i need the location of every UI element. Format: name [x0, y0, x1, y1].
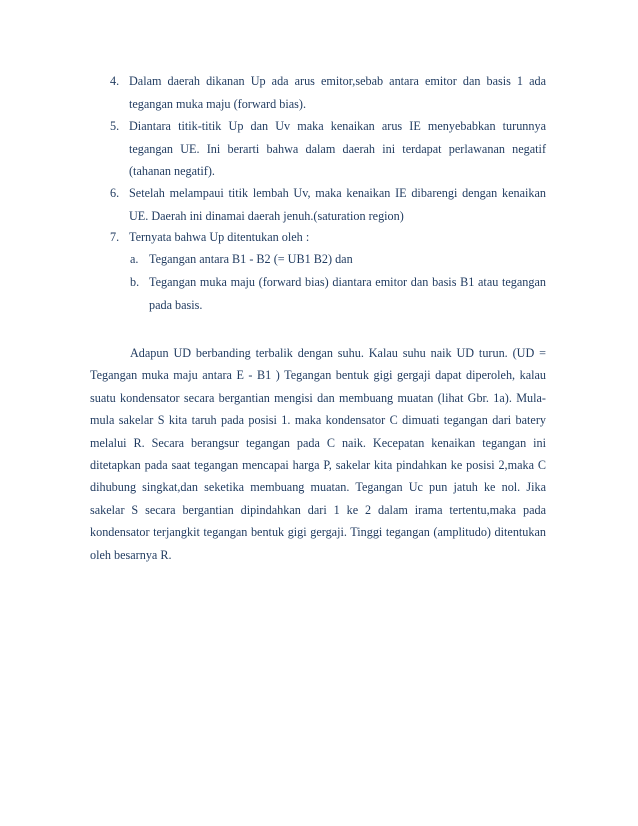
list-text: Dalam daerah dikanan Up ada arus emitor,sebab antara emitor dan basis 1 ada tegangan muka maju (forward bias). — [129, 74, 546, 111]
list-item-5 — [110, 115, 546, 183]
sub-item-b — [130, 271, 546, 316]
list-text: Setelah melampaui titik lembah Uv, maka kenaikan IE dibarengi dengan kenaikan UE. Daerah ini dinamai daerah jenuh.(saturation region) — [129, 186, 546, 223]
list-item-4 — [110, 70, 546, 115]
body-paragraph: Adapun UD berbanding terbalik dengan suhu. Kalau suhu naik UD turun. (UD = Tegangan muka maju antara E - B1 ) Tegangan bentuk gigi gergaji dapat diperoleh, kalau suatu kondensator secara bergantian mengisi dan membuang muatan (lihat Gbr. 1a). Mula-mula sakelar S kita taruh pada posisi 1. maka kondensator C dimuati tegangan dari batery melalui R. Secara berangsur tegangan pada C naik. Kecepatan kenaikan tegangan ini ditetapkan pada saat tegangan mencapai harga P, sakelar kita pindahkan ke posisi 2,maka C dihubung singkat,dan seketika membuang muatan. Tegangan Uc pun jatuh ke nol. Jika sakelar S secara bergantian dipindahkan dari 1 ke 2 dalam irama tertentu,maka pada kondensator terjangkit tegangan bentuk gigi gergaji. Tinggi tegangan (amplitudo) ditentukan oleh besarnya R. — [90, 346, 546, 562]
list-text: Ternyata bahwa Up ditentukan oleh : — [129, 230, 310, 244]
list-item-7 — [110, 226, 546, 249]
list-number: 7. — [110, 230, 120, 244]
list-number: 5. — [110, 119, 120, 133]
sub-letter: a. — [130, 252, 139, 266]
sub-letter: b. — [130, 275, 140, 289]
sub-text: Tegangan antara B1 - B2 (= UB1 B2) dan — [149, 252, 353, 266]
list-number: 6. — [110, 186, 120, 200]
list-text: Diantara titik-titik Up dan Uv maka kenaikan arus IE menyebabkan turunnya tegangan UE. Ini berarti bahwa dalam daerah ini terdapat perlawanan negatif (tahanan negatif). — [129, 119, 546, 178]
list-item-6 — [110, 182, 546, 227]
sub-text: Tegangan muka maju (forward bias) diantara emitor dan basis B1 atau tegangan pada basis. — [149, 275, 546, 312]
sub-item-a — [130, 248, 546, 271]
list-number: 4. — [110, 74, 120, 88]
